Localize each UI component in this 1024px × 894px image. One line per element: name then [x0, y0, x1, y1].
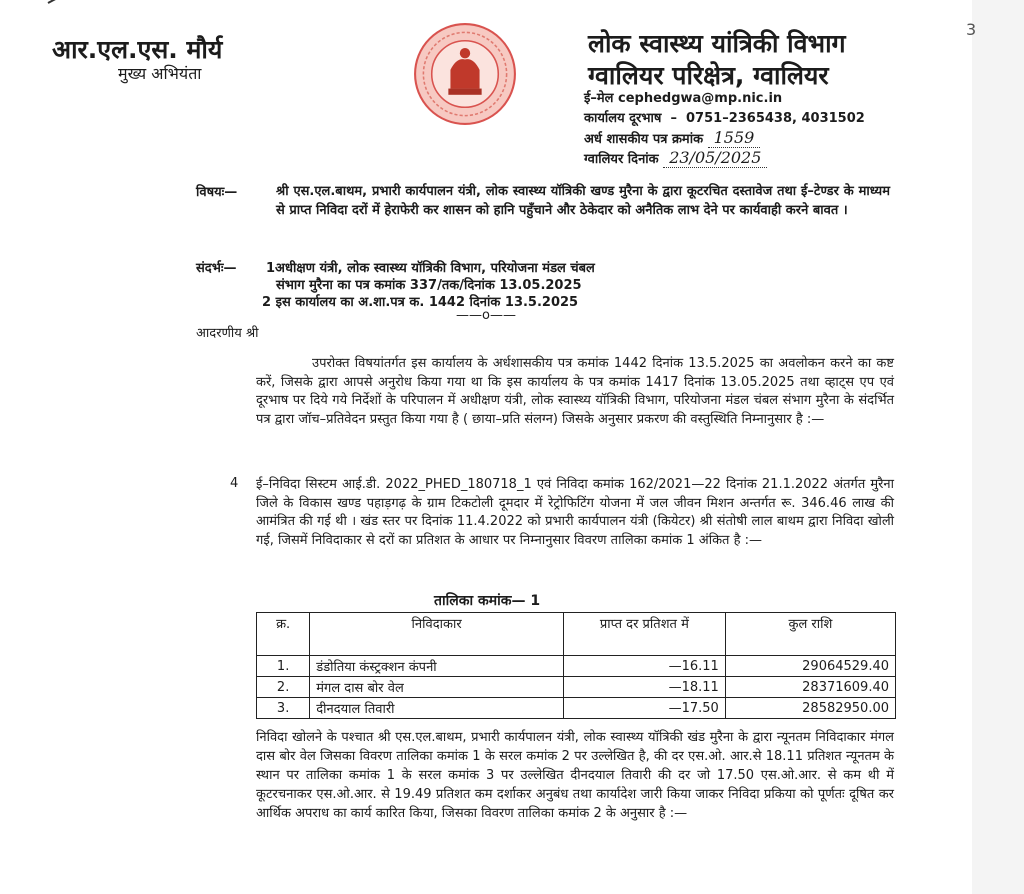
cell-serial: 1. [257, 656, 310, 677]
header-serial: क्र. [257, 613, 310, 656]
table-header-row [257, 613, 896, 656]
phone-line: कार्यालय दूरभाष – 0751–2365438, 4031502 [584, 111, 865, 126]
date-label: ग्वालियर दिनांक [584, 152, 659, 167]
bid-table [256, 612, 896, 719]
corner-mark: 3 [966, 20, 977, 39]
header-rate: प्राप्त दर प्रतिशत में [563, 613, 725, 656]
officer-designation: मुख्य अभियंता [118, 64, 202, 83]
cell-rate: —17.50 [563, 698, 725, 719]
reference-number: 1559 [708, 128, 761, 148]
cell-bidder: मंगल दास बोर वेल [310, 677, 564, 698]
cell-rate: —18.11 [563, 677, 725, 698]
phone-number: 0751–2365438, 4031502 [686, 111, 865, 126]
paragraph-3: निविदा खोलने के पश्चात श्री एस.एल.बाथम, प्रभारी कार्यपालन यंत्री, लोक स्वास्थ्य यॉत्रिकी खंड मुरैना के द्वारा न्यूनतम निविदाकार मंगल दास बोर वेल जिसका विवरण तालिका कमांक 1 के सरल कमांक 2 पर उल्लेखित है, की दर एस.ओ. आर.से 18.11 प्रतिशत न्यूनतम के स्थान पर तालिका कमांक 1 के सरल कमांक 3 पर उल्लेखित दीनदयाल तिवारी की दर जो 17.50 एस.ओ.आर. से कम थी में कूटरचनाकर एस.ओ.आर. से 19.49 प्रतिशत कम दर्शाकर अनुबंध तथा कार्यादेश जारी किया जाकर निविदा प्रकिया को पूर्णतः दूषित कर आर्थिक अपराध का कार्य कारित किया, जिसका विवरण तालिका कमांक 2 के अनुसार है :— [256, 730, 894, 821]
email-line [584, 88, 782, 106]
cell-bidder: डंडोतिया कंस्ट्रक्शन कंपनी [310, 656, 564, 677]
salutation: आदरणीय श्री [196, 326, 259, 341]
date-value: 23/05/2025 [663, 148, 767, 168]
subject-text: श्री एस.एल.बाथम, प्रभारी कार्यपालन यंत्री, लोक स्वास्थ्य यॉत्रिकी खण्ड मुरैना के द्वारा कूटरचित दस्तावेज तथा ई–टेण्डर के माध्यम से प्राप्त निविदा दरों में हेराफेरी कर शासन को हानि पहुँचाने और ठेकेदार को अनैतिक लाभ देने पर कार्यवाही करने बावत । [276, 184, 890, 218]
cell-amount: 28582950.00 [725, 698, 895, 719]
item-number: 4 [230, 476, 239, 491]
officer-name: आर.एल.एस. मौर्य [52, 35, 223, 64]
table-row [257, 677, 896, 698]
cell-serial: 2. [257, 677, 310, 698]
reference-number-line [584, 128, 760, 147]
government-seal-icon [413, 22, 517, 126]
table-title: तालिका कमांक— 1 [434, 593, 541, 609]
table-row [257, 698, 896, 719]
cell-amount: 29064529.40 [725, 656, 895, 677]
page-edge-shadow [972, 0, 1024, 894]
cell-rate: —16.11 [563, 656, 725, 677]
email-address: cephedgwa@mp.nic.in [618, 91, 783, 106]
reference-item-2: 2 इस कार्यालय का अ.शा.पत्र क. 1442 दिनांक 13.5.2025 [262, 295, 579, 310]
cell-serial: 3. [257, 698, 310, 719]
references-label: संदर्भः— [196, 261, 237, 276]
date-line [584, 148, 767, 167]
department-name: लोक स्वास्थ्य यांत्रिकी विभाग [588, 29, 846, 58]
handwritten-mark [48, 0, 84, 4]
cell-amount: 28371609.40 [725, 677, 895, 698]
paragraph-1: उपरोक्त विषयांतर्गत इस कार्यालय के अर्धशासकीय पत्र कमांक 1442 दिनांक 13.5.2025 का अवलोकन करने का कष्ट करें, जिसके द्वारा आपसे अनुरोध किया गया था कि इस कार्यालय के पत्र कमांक 1417 दिनांक 13.05.2025 तथा व्हाट्स एप एवं दूरभाष पर दिये गये निर्देशों के परिपालन में अधीक्षण यंत्री, लोक स्वास्थ्य यॉत्रिकी विभाग, परियोजना मंडल चंबल संभाग मुरैना के संदर्भित पत्र द्वारा जॉच–प्रतिवेदन प्रस्तुत किया गया है ( छाया–प्रति संलग्न) जिसके अनुसार प्रकरण की वस्तुस्थिति निम्नानुसार है :— [256, 356, 894, 427]
reference-label: अर्ध शासकीय पत्र क्रमांक [584, 132, 704, 147]
header-bidder: निविदाकार [310, 613, 564, 656]
circle-name: ग्वालियर परिक्षेत्र, ग्वालियर [588, 61, 829, 90]
reference-item-1-line-1: 1अधीक्षण यंत्री, लोक स्वास्थ्य यॉत्रिकी विभाग, परियोजना मंडल चंबल [266, 261, 595, 276]
subject-label: विषयः— [196, 185, 238, 200]
phone-label: कार्यालय दूरभाष [584, 111, 662, 126]
email-label: ई–मेल [584, 91, 614, 106]
separator: ——o—— [456, 308, 516, 323]
header-amount: कुल राशि [725, 613, 895, 656]
reference-item-1-line-2: संभाग मुरैना का पत्र कमांक 337/तक/दिनांक 13.05.2025 [276, 278, 582, 293]
paragraph-2: ई–निविदा सिस्टम आई.डी. 2022_PHED_180718_1 एवं निविदा कमांक 162/2021—22 दिनांक 21.1.2022 अंतर्गत मुरैना जिले के विकास खण्ड पहाड़गढ़ के ग्राम टिकटोली दूमदार में रेट्रोफिटिंग योजना में जल जीवन मिशन अन्तर्गत रू. 346.46 लाख की आमंत्रित की गई थी । खंड स्तर पर दिनांक 11.4.2022 को प्रभारी कार्यपालन यंत्री (कियेटर) श्री संतोषी लाल बाथम द्वारा निविदा खोली गई, जिसमें निविदाकार से दरों का प्रतिशत के आधार पर निम्नानुसार विवरण तालिका कमांक 1 अंकित है :— [256, 477, 894, 548]
cell-bidder: दीनदयाल तिवारी [310, 698, 564, 719]
table-row [257, 656, 896, 677]
